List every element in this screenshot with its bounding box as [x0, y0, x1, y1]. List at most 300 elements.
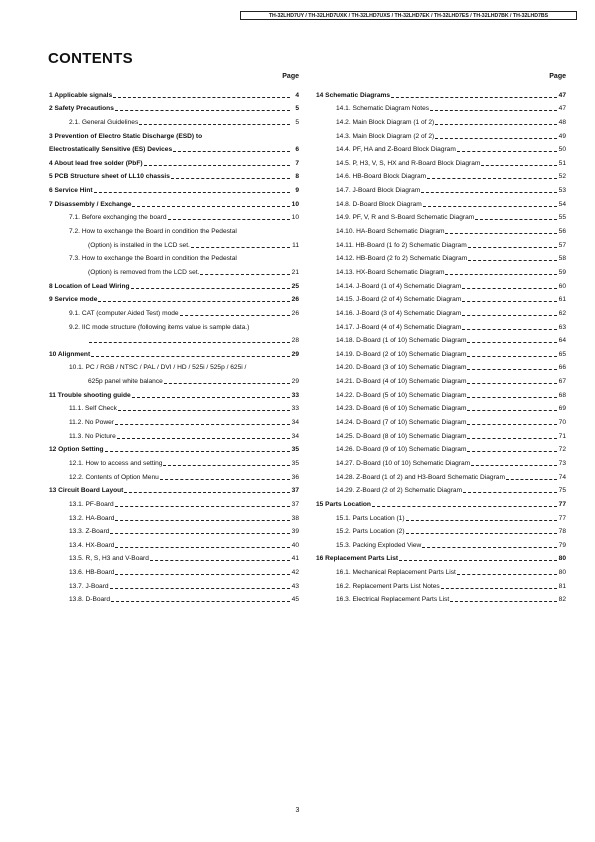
toc-entry-title: 13.8. D-Board: [69, 596, 111, 604]
toc-left-list: [49, 86, 299, 604]
toc-entry-page: 61: [558, 296, 566, 304]
toc-entry-title: 13.2. HA-Board: [69, 514, 115, 522]
toc-entry-title: 14.8. D-Board Block Diagram: [336, 200, 422, 208]
toc-entry-page: 47: [558, 91, 566, 99]
toc-leader-line: [445, 233, 557, 234]
toc-entry-page: 80: [558, 555, 566, 563]
toc-leader-line: [164, 383, 290, 384]
toc-leader-line: [118, 410, 290, 411]
toc-entry-title: (Option) is removed from the LCD set.: [88, 268, 200, 276]
toc-entry-page: 5: [295, 118, 299, 126]
toc-entry-page: 80: [558, 569, 566, 577]
toc-entry[interactable]: [49, 222, 299, 236]
toc-entry-page: 26: [291, 296, 299, 304]
toc-entry[interactable]: [49, 236, 299, 250]
toc-entry-page: 48: [558, 118, 566, 126]
toc-entry-page: 33: [291, 391, 299, 399]
toc-entry-page: 55: [558, 214, 566, 222]
toc-leader-line: [441, 588, 557, 589]
toc-entry[interactable]: [316, 413, 566, 427]
toc-right-list: [316, 86, 566, 604]
toc-entry-title: 10 Alignment: [49, 350, 91, 358]
toc-entry-page: 65: [558, 350, 566, 358]
toc-entry-page: 11: [292, 241, 299, 249]
page-title: CONTENTS: [48, 50, 133, 67]
toc-entry[interactable]: [316, 141, 566, 155]
toc-leader-line: [163, 465, 290, 466]
toc-leader-line: [115, 506, 290, 507]
toc-entry-title: 13.1. PF-Board: [69, 500, 114, 508]
toc-entry-page: 81: [558, 582, 566, 590]
toc-entry-page: 9: [295, 187, 299, 195]
toc-leader-line: [171, 178, 290, 179]
toc-leader-line: [467, 424, 557, 425]
toc-entry-page: 79: [558, 541, 566, 549]
toc-entry[interactable]: [49, 427, 299, 441]
toc-leader-line: [467, 356, 557, 357]
toc-entry[interactable]: [49, 550, 299, 564]
toc-entry-page: 35: [291, 459, 299, 467]
toc-leader-line: [105, 451, 290, 452]
toc-entry[interactable]: [316, 181, 566, 195]
toc-entry-title: 14.3. Main Block Diagram (2 of 2): [336, 132, 435, 140]
toc-entry-page: 10: [291, 214, 299, 222]
toc-entry[interactable]: [49, 277, 299, 291]
toc-entry-page: 62: [558, 309, 566, 317]
toc-entry[interactable]: [316, 236, 566, 250]
toc-entry-title: 14.22. D-Board (5 of 10) Schematic Diagram: [336, 391, 467, 399]
toc-leader-line: [391, 97, 557, 98]
toc-entry[interactable]: [49, 127, 299, 141]
toc-entry-title: Electrostatically Sensitive (ES) Devices: [49, 146, 173, 154]
toc-entry-page: 41: [291, 555, 299, 563]
toc-entry-title: 7.1. Before exchanging the board: [69, 214, 167, 222]
toc-entry[interactable]: [316, 509, 566, 523]
toc-entry-title: 13.3. Z-Board: [69, 528, 110, 536]
toc-entry-page: 33: [291, 405, 299, 413]
toc-entry[interactable]: [49, 332, 299, 346]
toc-leader-line: [132, 397, 290, 398]
toc-entry-page: 67: [558, 378, 566, 386]
toc-leader-line: [462, 301, 557, 302]
toc-leader-line: [160, 479, 290, 480]
toc-entry-page: 25: [291, 282, 299, 290]
toc-entry[interactable]: [316, 100, 566, 114]
toc-entry-page: 75: [558, 487, 566, 495]
toc-entry[interactable]: [49, 482, 299, 496]
toc-entry-page: 26: [291, 309, 299, 317]
toc-entry[interactable]: [49, 181, 299, 195]
toc-entry-title: 12.1. How to access and setting: [69, 459, 163, 467]
toc-entry-title: 1 Applicable signals: [49, 91, 113, 99]
toc-entry-title: 14.5. P, H3, V, S, HX and R-Board Block Diagram: [336, 159, 481, 167]
toc-entry-page: 77: [558, 514, 566, 522]
toc-entry[interactable]: [316, 250, 566, 264]
toc-entry-title: 15 Parts Location: [316, 500, 371, 508]
toc-entry[interactable]: [316, 113, 566, 127]
toc-leader-line: [422, 547, 557, 548]
toc-entry[interactable]: [316, 195, 566, 209]
toc-leader-line: [467, 410, 557, 411]
toc-entry-title: 16.1. Mechanical Replacement Parts List: [336, 569, 456, 577]
toc-entry[interactable]: [316, 386, 566, 400]
toc-entry-title: 13.4. HX-Board: [69, 541, 115, 549]
toc-entry-page: 21: [291, 268, 299, 276]
toc-entry-title: 14.9. PF, V, R and S-Board Schematic Diagram: [336, 214, 475, 222]
toc-entry[interactable]: [316, 332, 566, 346]
toc-leader-line: [467, 451, 557, 452]
toc-entry-title: 14.25. D-Board (8 of 10) Schematic Diagram: [336, 432, 467, 440]
toc-entry[interactable]: [316, 468, 566, 482]
toc-entry[interactable]: [316, 304, 566, 318]
toc-leader-line: [467, 438, 557, 439]
toc-leader-line: [173, 151, 290, 152]
toc-leader-line: [435, 124, 557, 125]
toc-entry-page: 56: [558, 228, 566, 236]
toc-entry-page: 34: [291, 432, 299, 440]
toc-entry-title: 4 About lead free solder (PbF): [49, 159, 143, 167]
toc-leader-line: [115, 110, 290, 111]
toc-entry-page: 63: [558, 323, 566, 331]
toc-leader-line: [462, 329, 557, 330]
toc-entry-page: 54: [558, 200, 566, 208]
toc-entry-page: 52: [558, 173, 566, 181]
toc-entry-title: 13 Circuit Board Layout: [49, 487, 124, 495]
toc-entry-page: 8: [295, 173, 299, 181]
toc-entry[interactable]: [316, 577, 566, 591]
toc-entry[interactable]: [49, 509, 299, 523]
toc-entry[interactable]: [316, 86, 566, 100]
toc-entry[interactable]: [316, 427, 566, 441]
toc-entry-page: 73: [558, 459, 566, 467]
toc-leader-line: [144, 165, 290, 166]
toc-entry[interactable]: [316, 345, 566, 359]
toc-leader-line: [406, 533, 557, 534]
toc-entry-title: 14 Schematic Diagrams: [316, 91, 391, 99]
toc-entry-page: 66: [558, 364, 566, 372]
toc-entry-title: 7.2. How to exchange the Board in condition the Pedestal: [69, 228, 237, 236]
toc-leader-line: [168, 219, 290, 220]
toc-entry-page: 82: [558, 596, 566, 604]
toc-entry-title: 14.26. D-Board (9 of 10) Schematic Diagram: [336, 446, 467, 454]
toc-entry[interactable]: [316, 482, 566, 496]
toc-entry[interactable]: [49, 263, 299, 277]
toc-entry-title: 2 Safety Precautions: [49, 105, 114, 113]
toc-entry[interactable]: [49, 468, 299, 482]
toc-leader-line: [115, 424, 290, 425]
toc-entry-title: 14.23. D-Board (6 of 10) Schematic Diagram: [336, 405, 467, 413]
toc-leader-line: [463, 492, 557, 493]
toc-entry[interactable]: [49, 86, 299, 100]
toc-entry[interactable]: [316, 591, 566, 605]
toc-entry-title: 14.10. HA-Board Schematic Diagram: [336, 228, 445, 236]
toc-entry-page: 29: [291, 350, 299, 358]
toc-leader-line: [110, 588, 290, 589]
toc-entry[interactable]: [316, 495, 566, 509]
model-number-header: TH-32LHD7UY / TH-32LHD7UXK / TH-32LHD7UXS / TH-32LHD7EK / TH-32LHD7ES / TH-32LHD7BK / TH-32LHD7BS: [240, 11, 577, 20]
toc-entry-title: 9.1. CAT (computer Aided Test) mode: [69, 309, 179, 317]
toc-entry-title: 14.16. J-Board (3 of 4) Schematic Diagram: [336, 309, 462, 317]
toc-entry-page: 69: [558, 405, 566, 413]
toc-entry-page: 6: [295, 146, 299, 154]
toc-leader-line: [450, 601, 557, 602]
toc-entry-title: 14.24. D-Board (7 of 10) Schematic Diagram: [336, 419, 467, 427]
toc-entry[interactable]: [316, 441, 566, 455]
toc-entry-title: 14.28. Z-Board (1 of 2) and H3-Board Schematic Diagram: [336, 473, 505, 481]
toc-entry[interactable]: [316, 277, 566, 291]
toc-entry-page: 68: [558, 391, 566, 399]
toc-entry-title: 14.13. HX-Board Schematic Diagram: [336, 268, 445, 276]
toc-entry-page: 53: [558, 187, 566, 195]
toc-leader-line: [139, 124, 290, 125]
toc-entry-page: 5: [295, 105, 299, 113]
toc-entry-page: 38: [291, 514, 299, 522]
toc-leader-line: [180, 315, 290, 316]
toc-leader-line: [89, 342, 290, 343]
toc-leader-line: [132, 206, 290, 207]
toc-entry-title: 11.1. Self Check: [69, 405, 117, 413]
toc-entry[interactable]: [316, 550, 566, 564]
toc-leader-line: [467, 383, 557, 384]
toc-entry[interactable]: [49, 577, 299, 591]
toc-entry-page: 40: [291, 541, 299, 549]
toc-entry[interactable]: [49, 304, 299, 318]
toc-entry[interactable]: [316, 400, 566, 414]
toc-entry-title: 9 Service mode: [49, 296, 98, 304]
toc-entry-title: 15.1. Parts Location (1): [336, 514, 405, 522]
toc-entry-title: 12 Option Setting: [49, 446, 104, 454]
page-number: 3: [295, 807, 300, 814]
toc-entry-title: 16 Replacement Parts List: [316, 555, 399, 563]
toc-entry-page: 29: [291, 378, 299, 386]
toc-leader-line: [462, 288, 557, 289]
toc-entry-title: 14.4. PF, HA and Z-Board Block Diagram: [336, 146, 456, 154]
toc-entry[interactable]: [49, 318, 299, 332]
toc-entry-page: 58: [558, 255, 566, 263]
toc-left-column: [49, 72, 299, 604]
toc-leader-line: [468, 260, 557, 261]
toc-leader-line: [200, 274, 290, 275]
toc-leader-line: [462, 315, 557, 316]
toc-entry-title: 6 Service Hint: [49, 187, 93, 195]
toc-entry-title: 14.17. J-Board (4 of 4) Schematic Diagram: [336, 323, 462, 331]
toc-entry-page: 39: [291, 528, 299, 536]
toc-leader-line: [423, 206, 557, 207]
toc-leader-line: [481, 165, 557, 166]
toc-entry-page: 34: [291, 419, 299, 427]
toc-entry-title: 14.21. D-Board (4 of 10) Schematic Diagram: [336, 378, 467, 386]
toc-entry[interactable]: [49, 441, 299, 455]
toc-entry-page: 45: [291, 596, 299, 604]
toc-entry-page: 74: [558, 473, 566, 481]
toc-entry[interactable]: [49, 141, 299, 155]
toc-leader-line: [117, 438, 290, 439]
toc-leader-line: [372, 506, 557, 507]
toc-entry[interactable]: [49, 168, 299, 182]
toc-entry[interactable]: [316, 454, 566, 468]
toc-entry-title: 14.14. J-Board (1 of 4) Schematic Diagram: [336, 282, 462, 290]
toc-entry[interactable]: [49, 591, 299, 605]
toc-entry[interactable]: [316, 536, 566, 550]
toc-leader-line: [467, 342, 557, 343]
toc-leader-line: [457, 574, 557, 575]
toc-leader-line: [421, 192, 557, 193]
toc-entry[interactable]: [316, 291, 566, 305]
toc-entry[interactable]: [49, 195, 299, 209]
toc-leader-line: [467, 397, 557, 398]
toc-entry-page: 78: [558, 528, 566, 536]
toc-entry[interactable]: [316, 318, 566, 332]
toc-entry[interactable]: [316, 168, 566, 182]
toc-entry-title: 5 PCB Structure sheet of LL10 chassis: [49, 173, 170, 181]
toc-entry-title: 3 Prevention of Electro Static Discharge (ESD) to: [49, 132, 203, 140]
toc-entry-title: 11.2. No Power: [69, 419, 114, 427]
toc-leader-line: [445, 274, 557, 275]
toc-leader-line: [427, 178, 557, 179]
toc-leader-line: [467, 369, 557, 370]
toc-leader-line: [111, 601, 290, 602]
toc-leader-line: [457, 151, 557, 152]
toc-entry-page: 4: [295, 91, 299, 99]
toc-leader-line: [124, 492, 290, 493]
toc-entry[interactable]: [49, 523, 299, 537]
toc-entry[interactable]: [49, 563, 299, 577]
toc-entry-title: 14.20. D-Board (3 of 10) Schematic Diagram: [336, 364, 467, 372]
toc-entry[interactable]: [49, 495, 299, 509]
toc-entry-page: 35: [291, 446, 299, 454]
toc-entry[interactable]: [316, 563, 566, 577]
toc-entry-page: 37: [291, 500, 299, 508]
toc-entry-title: 13.6. HB-Board: [69, 569, 115, 577]
toc-entry-page: 36: [291, 473, 299, 481]
toc-entry-title: 13.7. J-Board: [69, 582, 109, 590]
toc-entry-title: 14.15. J-Board (2 of 4) Schematic Diagram: [336, 296, 462, 304]
toc-entry-title: 14.7. J-Board Block Diagram: [336, 187, 421, 195]
toc-entry-title: 13.5. R, S, H3 and V-Board: [69, 555, 149, 563]
toc-leader-line: [115, 574, 290, 575]
toc-entry-page: 59: [558, 268, 566, 276]
toc-entry[interactable]: [316, 372, 566, 386]
toc-entry-page: 71: [558, 432, 566, 440]
toc-entry[interactable]: [316, 209, 566, 223]
toc-entry-title: 15.2. Parts Location (2): [336, 528, 405, 536]
toc-entry-title: 14.19. D-Board (2 of 10) Schematic Diagram: [336, 350, 467, 358]
toc-entry-title: 10.1. PC / RGB / NTSC / PAL / DVI / HD / 525i / 525p / 625i /: [69, 364, 247, 372]
toc-entry-title: (Option) is installed in the LCD set.: [88, 241, 190, 249]
toc-entry-page: 7: [295, 159, 299, 167]
toc-entry-title: 14.12. HB-Board (2 fo 2) Schematic Diagram: [336, 255, 468, 263]
toc-leader-line: [475, 219, 557, 220]
toc-entry-page: 50: [558, 146, 566, 154]
toc-leader-line: [430, 110, 557, 111]
toc-entry-page: 77: [558, 500, 566, 508]
toc-entry[interactable]: [316, 154, 566, 168]
toc-entry[interactable]: [49, 209, 299, 223]
toc-leader-line: [110, 533, 290, 534]
toc-entry[interactable]: [316, 263, 566, 277]
toc-entry-title: 11 Trouble shooting guide: [49, 391, 131, 399]
toc-entry[interactable]: [49, 413, 299, 427]
toc-leader-line: [115, 520, 290, 521]
toc-entry-page: 60: [558, 282, 566, 290]
toc-entry[interactable]: [49, 291, 299, 305]
toc-entry-title: 14.27. D-Board (10 of 10) Schematic Diagram: [336, 459, 471, 467]
toc-entry-page: 47: [558, 105, 566, 113]
toc-entry[interactable]: [49, 536, 299, 550]
toc-leader-line: [191, 247, 290, 248]
toc-entry[interactable]: [316, 222, 566, 236]
toc-entry[interactable]: [316, 523, 566, 537]
toc-entry[interactable]: [49, 386, 299, 400]
toc-entry-title: 16.3. Electrical Replacement Parts List: [336, 596, 450, 604]
toc-leader-line: [98, 301, 290, 302]
page-column-label-right: Page: [549, 73, 566, 80]
toc-entry-title: 16.2. Replacement Parts List Notes: [336, 582, 440, 590]
toc-entry-page: 37: [291, 487, 299, 495]
toc-entry-page: 49: [558, 132, 566, 140]
toc-entry[interactable]: [316, 359, 566, 373]
toc-leader-line: [150, 560, 290, 561]
toc-entry-title: 14.29. Z-Board (2 of 2) Schematic Diagram: [336, 487, 463, 495]
toc-right-column: [316, 72, 566, 604]
toc-entry-title: 11.3. No Picture: [69, 432, 116, 440]
toc-entry-title: 14.1. Schematic Diagram Notes: [336, 105, 430, 113]
toc-leader-line: [399, 560, 557, 561]
toc-entry[interactable]: [49, 372, 299, 386]
toc-leader-line: [94, 192, 290, 193]
toc-entry-title: 9.2. IIC mode structure (following items value is sample data.): [69, 323, 250, 331]
toc-leader-line: [113, 97, 290, 98]
toc-entry-page: 28: [291, 337, 299, 345]
toc-entry-title: 14.11. HB-Board (1 fo 2) Schematic Diagram: [336, 241, 467, 249]
toc-entry[interactable]: [316, 127, 566, 141]
toc-entry-title: 625p panel white balance: [88, 378, 163, 386]
toc-leader-line: [506, 479, 557, 480]
toc-entry-title: 7 Disassembly / Exchange: [49, 200, 132, 208]
toc-entry[interactable]: [49, 100, 299, 114]
toc-entry[interactable]: [49, 250, 299, 264]
toc-entry-title: 14.18. D-Board (1 of 10) Schematic Diagram: [336, 337, 467, 345]
toc-leader-line: [471, 465, 557, 466]
toc-entry-title: 7.3. How to exchange the Board in condition the Pedestal: [69, 255, 237, 263]
toc-entry-title: 14.6. HB-Board Block Diagram: [336, 173, 427, 181]
toc-leader-line: [131, 288, 290, 289]
toc-entry[interactable]: [49, 454, 299, 468]
toc-leader-line: [406, 520, 557, 521]
toc-entry-page: 70: [558, 419, 566, 427]
toc-entry[interactable]: [49, 359, 299, 373]
toc-entry[interactable]: [49, 113, 299, 127]
toc-leader-line: [435, 138, 557, 139]
toc-entry-title: 2.1. General Guidelines: [69, 118, 139, 126]
toc-entry-page: 72: [558, 446, 566, 454]
toc-entry[interactable]: [49, 345, 299, 359]
toc-leader-line: [115, 547, 290, 548]
page-column-label-left: Page: [282, 73, 299, 80]
toc-entry[interactable]: [49, 400, 299, 414]
toc-entry-page: 10: [291, 200, 299, 208]
toc-entry-title: 14.2. Main Block Diagram (1 of 2): [336, 118, 435, 126]
toc-leader-line: [468, 247, 557, 248]
toc-entry-title: 15.3. Packing Exploded View: [336, 541, 422, 549]
toc-entry-title: 8 Location of Lead Wiring: [49, 282, 130, 290]
toc-entry-page: 51: [558, 159, 566, 167]
toc-entry[interactable]: [49, 154, 299, 168]
toc-entry-page: 42: [291, 569, 299, 577]
toc-entry-page: 43: [291, 582, 299, 590]
toc-entry-page: 57: [558, 241, 566, 249]
toc-entry-title: 12.2. Contents of Option Menu: [69, 473, 159, 481]
